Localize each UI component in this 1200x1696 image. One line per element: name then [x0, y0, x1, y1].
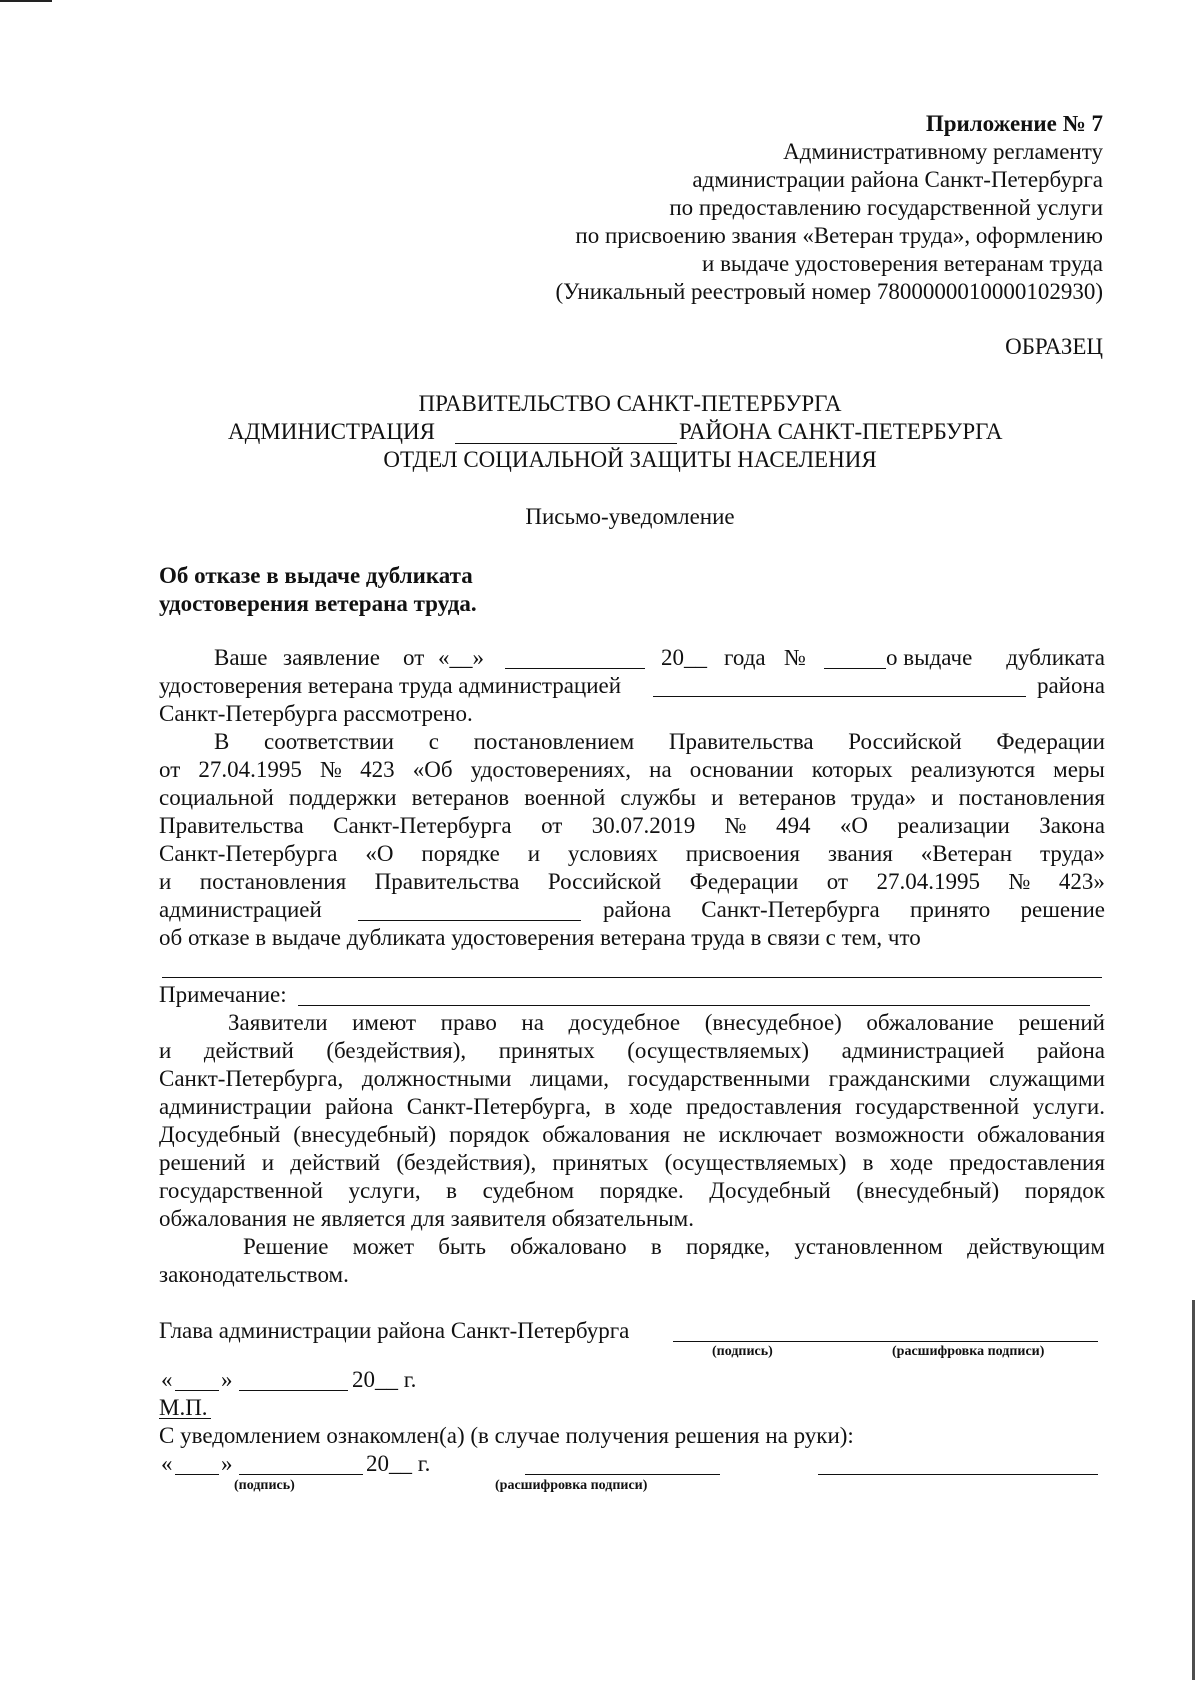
p1-word-a: Ваше: [214, 645, 268, 670]
date-close-quote: »: [221, 1367, 233, 1392]
word: Правительства: [374, 869, 520, 894]
p2-line-4: [159, 812, 1105, 840]
p1-line3: Санкт-Петербурга рассмотрено.: [159, 701, 473, 726]
word: района: [603, 897, 672, 922]
p2-line7-right: [603, 896, 1105, 924]
word: действующим: [967, 1234, 1105, 1259]
doc-type: Письмо-уведомление: [525, 504, 735, 529]
word: Санкт-Петербурга: [159, 841, 338, 866]
word: «Ветеран: [920, 841, 1013, 866]
word: Российской: [547, 869, 662, 894]
word: 30.07.2019: [591, 813, 696, 838]
p1-word-g: №: [784, 645, 806, 670]
word: Федерации: [996, 729, 1105, 754]
ack-label: С уведомлением ознакомлен(а) (в случае получения решения на руки):: [159, 1423, 854, 1448]
note-line-8: обжалования не является для заявителя обязательным.: [159, 1206, 694, 1231]
word: звания: [827, 841, 893, 866]
word: Закона: [1039, 813, 1105, 838]
p1-line2-left: удостоверения ветерана труда администрацией: [159, 673, 622, 698]
reason-blank-line: [162, 977, 1102, 978]
word: и: [527, 841, 541, 866]
word: (бездействия),: [326, 1038, 467, 1063]
ack-date-month-blank: [239, 1474, 363, 1475]
note-label: Примечание:: [159, 982, 287, 1007]
word: лицами,: [530, 1066, 609, 1091]
word: Российской: [848, 729, 962, 754]
word: и: [159, 869, 172, 894]
word: В: [214, 729, 230, 754]
p1-word-h: о выдаче: [886, 645, 973, 670]
ack-sign-caption: (подпись): [234, 1478, 295, 1493]
word: №: [724, 813, 747, 838]
word: порядке.: [599, 1178, 684, 1203]
word: ветеранов: [411, 785, 510, 810]
word: (внесудебный): [856, 1178, 1000, 1203]
word: «О: [365, 841, 394, 866]
date-day-blank: [175, 1390, 219, 1391]
note-line-9: [243, 1233, 1105, 1261]
p2-line-3: [159, 784, 1105, 812]
word: (осуществляемых): [664, 1150, 847, 1175]
ack-extra-line: [818, 1474, 1098, 1475]
word: от: [541, 813, 563, 838]
word: 423: [360, 757, 395, 782]
date-year: 20__ г.: [352, 1367, 417, 1392]
word: постановлением: [473, 729, 635, 754]
word: №: [320, 757, 342, 782]
word: Санкт-Петербурга,: [159, 1066, 344, 1091]
head-sign-line: [673, 1341, 1098, 1342]
header-line-6: (Уникальный реестровый номер 7800000010000102930): [555, 279, 1103, 304]
word: социальной: [159, 785, 274, 810]
note-blank-line: [298, 1005, 1090, 1006]
word: ходе: [889, 1150, 934, 1175]
subject-line-1: Об отказе в выдаче дубликата: [159, 563, 473, 588]
p2-line8: об отказе в выдаче дубликата удостоверения ветерана труда в связи с тем, что: [159, 925, 921, 950]
stamp-label: М.П.: [159, 1395, 208, 1420]
ack-date-open-quote: «: [161, 1451, 173, 1476]
note-line-2: [159, 1037, 1105, 1065]
head-decode-caption: (расшифровка подписи): [892, 1344, 1045, 1359]
word: района: [1036, 1038, 1105, 1063]
word: с: [428, 729, 439, 754]
word: в: [604, 1094, 616, 1119]
district-blank-line: [455, 443, 677, 444]
word: 27.04.1995: [198, 757, 302, 782]
word: решений: [1018, 1010, 1105, 1035]
word: «Об: [412, 757, 453, 782]
word: служащими: [989, 1066, 1105, 1091]
ack-date-year: 20__ г.: [366, 1451, 431, 1476]
word: военной: [524, 785, 606, 810]
word: и: [159, 1038, 172, 1063]
word: предоставления: [686, 1094, 842, 1119]
subject-line-2: удостоверения ветерана труда.: [159, 591, 477, 616]
word: 423»: [1058, 869, 1105, 894]
word: гражданскими: [828, 1066, 971, 1091]
word: принято: [910, 897, 991, 922]
word: соответствии: [264, 729, 394, 754]
word: в: [862, 1150, 874, 1175]
word: и: [261, 1150, 275, 1175]
head-label: Глава администрации района Санкт-Петербурга: [159, 1318, 630, 1343]
word: порядке: [421, 841, 500, 866]
word: установленном: [794, 1234, 943, 1259]
word: порядок: [1024, 1178, 1105, 1203]
word: государственной: [159, 1178, 323, 1203]
word: присвоения: [685, 841, 800, 866]
note-line-6: [159, 1149, 1105, 1177]
word: обжаловано: [510, 1234, 627, 1259]
word: обжалование: [866, 1010, 994, 1035]
word: Досудебный: [709, 1178, 831, 1203]
word: Санкт-Петербурга,: [406, 1094, 592, 1119]
word: Санкт-Петербурга: [701, 897, 880, 922]
word: порядок: [449, 1122, 530, 1147]
word: в: [650, 1234, 662, 1259]
scan-artifact-top: [0, 0, 52, 2]
org-line-2-right: РАЙОНА САНКТ-ПЕТЕРБУРГА: [679, 419, 1003, 444]
word: администрацией: [841, 1038, 1005, 1063]
p1-blank-admin: [653, 696, 1026, 697]
word: (внесудебный): [293, 1122, 437, 1147]
word: реализуются: [910, 757, 1036, 782]
header-line-1: Административному регламенту: [783, 139, 1103, 164]
date-month-blank: [239, 1390, 348, 1391]
word: постановления: [958, 785, 1105, 810]
scan-artifact-right: [1192, 1300, 1195, 1680]
note-line-7: [159, 1177, 1105, 1205]
org-line-2-left: АДМИНИСТРАЦИЯ: [228, 419, 435, 444]
word: услуги.: [1032, 1094, 1105, 1119]
word: (бездействия),: [396, 1150, 537, 1175]
word: и: [711, 785, 724, 810]
word: труда»: [1040, 841, 1105, 866]
word: возможности: [834, 1122, 965, 1147]
word: постановления: [199, 869, 347, 894]
word: (внесудебное): [704, 1010, 842, 1035]
word: действий: [203, 1038, 294, 1063]
word: от: [826, 869, 849, 894]
p2-line-6: [159, 868, 1105, 896]
note-line-4: [159, 1093, 1105, 1121]
ack-date-close-quote: »: [221, 1451, 233, 1476]
org-line-1: ПРАВИТЕЛЬСТВО САНКТ-ПЕТЕРБУРГА: [418, 391, 842, 416]
word: Правительства: [668, 729, 814, 754]
head-sign-caption: (подпись): [712, 1344, 773, 1359]
word: Решение: [243, 1234, 329, 1259]
word: быть: [438, 1234, 486, 1259]
word: обжалования: [542, 1122, 671, 1147]
word: не: [683, 1122, 706, 1147]
word: службы: [620, 785, 697, 810]
note-line-10: законодательством.: [159, 1262, 349, 1287]
p2-blank-admin: [358, 920, 581, 921]
word: должностными: [361, 1066, 512, 1091]
word: 494: [775, 813, 811, 838]
word: на: [521, 1010, 544, 1035]
word: меры: [1053, 757, 1105, 782]
word: на: [649, 757, 672, 782]
ack-decode-line: [525, 1474, 720, 1475]
word: исключает: [718, 1122, 822, 1147]
word: Досудебный: [159, 1122, 281, 1147]
p1-word-i: дубликата: [1006, 645, 1105, 670]
appendix-title: Приложение № 7: [925, 111, 1103, 136]
p1-word-c: от: [403, 645, 425, 670]
word: действий: [290, 1150, 381, 1175]
word: труда»: [851, 785, 917, 810]
word: администрации: [159, 1094, 312, 1119]
word: Федерации: [689, 869, 799, 894]
p1-blank-month: [505, 668, 645, 669]
p1-blank-number: [824, 668, 886, 669]
org-line-3: ОТДЕЛ СОЦИАЛЬНОЙ ЗАЩИТЫ НАСЕЛЕНИЯ: [383, 447, 877, 472]
ack-date-day-blank: [175, 1474, 219, 1475]
word: удостоверениях,: [470, 757, 632, 782]
word: государственной: [855, 1094, 1020, 1119]
ack-decode-caption: (расшифровка подписи): [495, 1478, 648, 1493]
note-line-1: [228, 1009, 1105, 1037]
word: реализации: [897, 813, 1010, 838]
p1-word-e: 20__: [661, 645, 707, 670]
word: решение: [1020, 897, 1105, 922]
date-open-quote: «: [161, 1367, 173, 1392]
word: и: [931, 785, 944, 810]
word: 27.04.1995: [876, 869, 980, 894]
word: может: [352, 1234, 415, 1259]
word: поддержки: [288, 785, 397, 810]
p2-line-1: [214, 728, 1105, 756]
p1-word-f: года: [724, 645, 766, 670]
word: судебном: [482, 1178, 575, 1203]
word: решений: [159, 1150, 246, 1175]
word: «О: [839, 813, 869, 838]
word: в: [446, 1178, 458, 1203]
header-line-5: и выдаче удостоверения ветеранам труда: [702, 251, 1103, 276]
word: услуги,: [348, 1178, 421, 1203]
header-line-2: администрации района Санкт-Петербурга: [692, 167, 1103, 192]
note-line-3: [159, 1065, 1105, 1093]
p2-line7-left: администрацией: [159, 897, 322, 922]
p1-word-d: «__»: [438, 645, 484, 670]
word: право: [440, 1010, 497, 1035]
word: ветеранов: [738, 785, 837, 810]
p2-line-2: [159, 756, 1105, 784]
sample-label: ОБРАЗЕЦ: [1005, 334, 1103, 359]
word: государственными: [627, 1066, 811, 1091]
word: (осуществляемых): [627, 1038, 810, 1063]
word: от: [159, 757, 181, 782]
word: принятых: [498, 1038, 595, 1063]
word: Правительства: [159, 813, 304, 838]
header-line-3: по предоставлению государственной услуги: [669, 195, 1103, 220]
p2-line-5: [159, 840, 1105, 868]
word: условиях: [567, 841, 658, 866]
word: №: [1008, 869, 1031, 894]
word: которых: [811, 757, 893, 782]
word: основании: [689, 757, 794, 782]
word: района: [325, 1094, 394, 1119]
header-line-4: по присвоению звания «Ветеран труда», оформлению: [575, 223, 1103, 248]
word: досудебное: [568, 1010, 681, 1035]
word: принятых: [552, 1150, 649, 1175]
note-line-5: [159, 1121, 1105, 1149]
word: предоставления: [949, 1150, 1105, 1175]
word: Санкт-Петербурга: [333, 813, 512, 838]
p1-word-b: заявление: [283, 645, 380, 670]
word: имеют: [352, 1010, 417, 1035]
word: Заявители: [228, 1010, 328, 1035]
word: порядке,: [685, 1234, 771, 1259]
word: ходе: [629, 1094, 673, 1119]
stamp-underline: [159, 1418, 211, 1419]
word: обжалования: [977, 1122, 1105, 1147]
p1-line2-right: района: [1036, 673, 1105, 698]
